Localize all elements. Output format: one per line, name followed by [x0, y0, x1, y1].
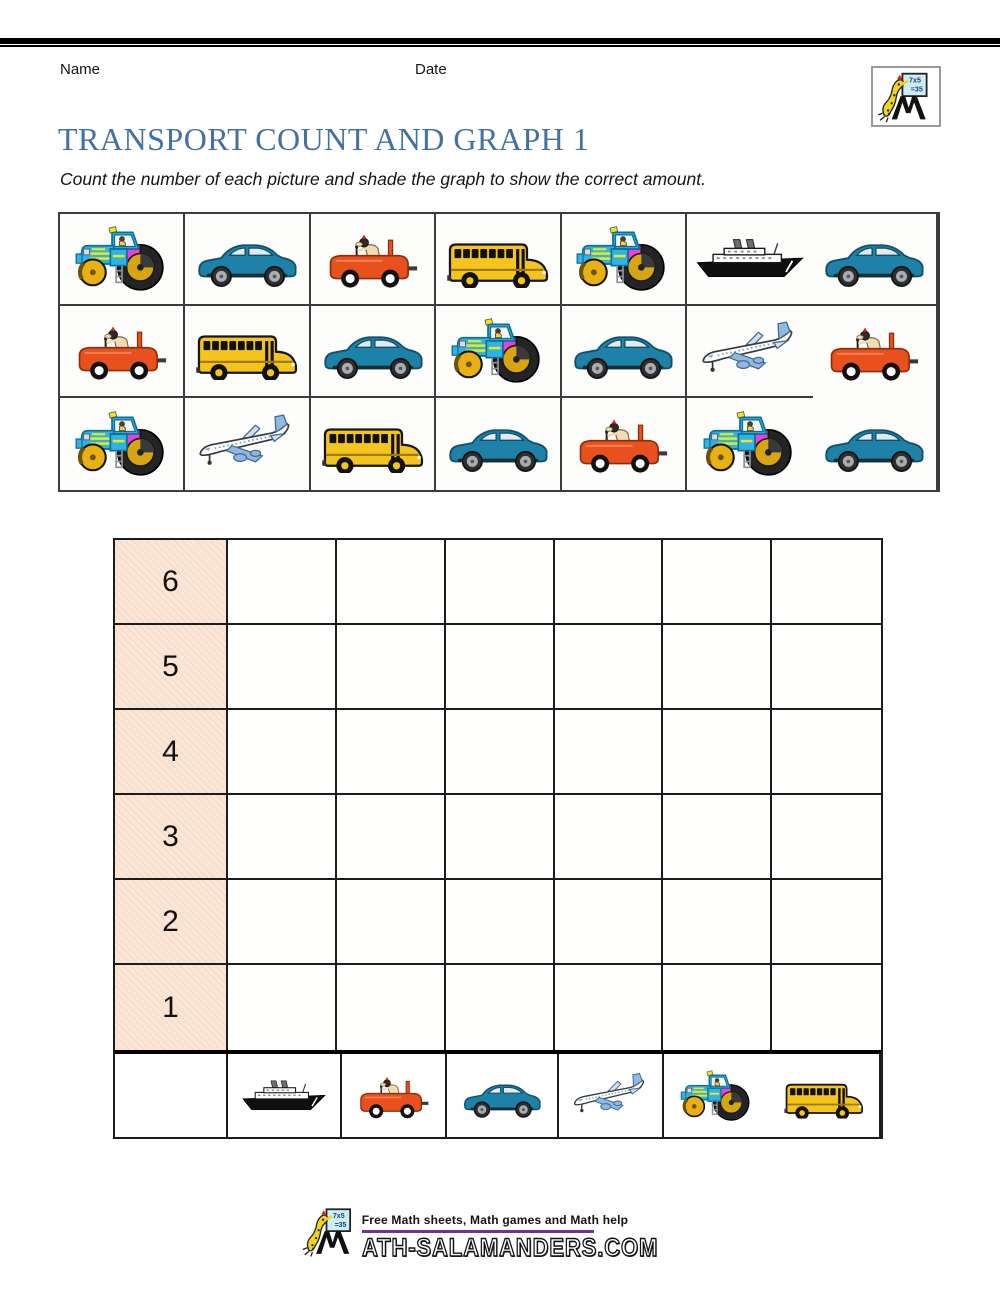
bus-icon [318, 415, 428, 473]
graph-cell[interactable] [555, 710, 664, 795]
tractor-icon [678, 1066, 756, 1125]
picture-cell [60, 214, 185, 306]
graph-row-label: 4 [115, 710, 228, 795]
picture-cell [562, 214, 687, 306]
picture-cell [436, 306, 561, 398]
picture-cell [185, 398, 310, 490]
graph-row-label: 1 [115, 965, 228, 1050]
red-car-icon [825, 322, 923, 382]
graph-column-icon-cell [342, 1054, 447, 1137]
suv-icon [318, 321, 428, 381]
red-car-icon [73, 321, 171, 381]
graph-cell[interactable] [772, 880, 881, 965]
picture-cell [562, 306, 687, 398]
graph-row-label: 5 [115, 625, 228, 710]
picture-cell [813, 214, 938, 306]
tractor-icon [700, 406, 800, 482]
picture-cell [185, 214, 310, 306]
graph-cell[interactable] [772, 795, 881, 880]
graph-body [115, 540, 881, 1050]
graph-cell[interactable] [446, 710, 555, 795]
graph-cell[interactable] [446, 540, 555, 625]
instruction-text: Count the number of each picture and shade the graph to show the correct amount. [60, 169, 706, 189]
graph-cell[interactable] [228, 880, 337, 965]
graph-cell[interactable] [228, 625, 337, 710]
suv-icon [819, 414, 929, 474]
graph-cell[interactable] [663, 625, 772, 710]
suv-icon [819, 229, 929, 289]
graph-column-icon-cell [447, 1054, 559, 1137]
graph-cell[interactable] [446, 965, 555, 1050]
footer-purple-rule [362, 1230, 594, 1233]
salamander-easel-icon [302, 1203, 358, 1261]
tractor-icon [448, 313, 548, 389]
graph-axis-row [115, 1050, 881, 1137]
graph-cell[interactable] [228, 540, 337, 625]
red-car-icon [574, 414, 672, 474]
graph-cell[interactable] [663, 795, 772, 880]
count-graph-table [113, 538, 883, 1139]
picture-cell [60, 306, 185, 398]
footer-site-text: ATH-SALAMANDERS.COM [361, 1234, 658, 1262]
salamander-easel-icon [877, 71, 935, 123]
graph-cell[interactable] [663, 710, 772, 795]
picture-cell [60, 398, 185, 490]
graph-cell[interactable] [446, 795, 555, 880]
picture-cell [311, 398, 436, 490]
graph-column-icons-row [228, 1054, 881, 1137]
graph-column-icon-cell [228, 1054, 342, 1137]
graph-cell[interactable] [337, 880, 446, 965]
picture-cell [813, 398, 938, 490]
graph-cell[interactable] [337, 540, 446, 625]
graph-column-icon-cell [664, 1054, 769, 1137]
picture-cell [311, 214, 436, 306]
footer-tagline: Free Math sheets, Math games and Math help [361, 1213, 629, 1227]
graph-column-icon-cell [769, 1054, 881, 1137]
red-car-icon [355, 1072, 431, 1119]
footer-text-block [362, 1213, 699, 1263]
graph-row-label: 6 [115, 540, 228, 625]
graph-cell[interactable] [228, 965, 337, 1050]
graph-cell[interactable] [663, 965, 772, 1050]
picture-cell [562, 398, 687, 490]
graph-cell[interactable] [228, 710, 337, 795]
picture-cell [311, 306, 436, 398]
bus-icon [443, 230, 553, 288]
graph-cell[interactable] [446, 880, 555, 965]
graph-row-label: 2 [115, 880, 228, 965]
graph-cell[interactable] [555, 795, 664, 880]
name-label: Name [60, 61, 101, 78]
picture-cell [687, 398, 812, 490]
graph-column-icon-cell [559, 1054, 664, 1137]
page-title: TRANSPORT COUNT AND GRAPH 1 [58, 121, 590, 157]
suv-icon [459, 1072, 545, 1119]
top-divider-rule [0, 38, 1000, 47]
graph-row-label: 3 [115, 795, 228, 880]
graph-cell[interactable] [772, 710, 881, 795]
math-salamanders-corner-logo [871, 66, 941, 127]
graph-cell[interactable] [446, 625, 555, 710]
ship-icon [694, 235, 806, 283]
graph-cell[interactable] [337, 795, 446, 880]
ship-icon [240, 1077, 327, 1114]
airplane-icon [699, 320, 801, 382]
graph-cell[interactable] [663, 540, 772, 625]
airplane-icon [196, 413, 298, 475]
footer [0, 1203, 1000, 1266]
picture-cell [436, 398, 561, 490]
suv-icon [443, 414, 553, 474]
graph-cell[interactable] [337, 965, 446, 1050]
picture-cell [687, 306, 812, 398]
graph-cells-grid [228, 540, 881, 1050]
tractor-icon [573, 221, 673, 297]
graph-cell[interactable] [555, 540, 664, 625]
picture-cell [813, 306, 938, 398]
graph-cell[interactable] [337, 710, 446, 795]
airplane-icon [571, 1071, 651, 1119]
footer-salamander-logo [302, 1203, 358, 1266]
graph-cell[interactable] [337, 625, 446, 710]
picture-cell [687, 214, 812, 306]
graph-cell[interactable] [772, 965, 881, 1050]
graph-corner-cell [115, 1054, 228, 1137]
suv-icon [568, 321, 678, 381]
picture-cell [185, 306, 310, 398]
tractor-icon [72, 221, 172, 297]
graph-cell[interactable] [555, 625, 664, 710]
graph-cell[interactable] [555, 965, 664, 1050]
tractor-icon [72, 406, 172, 482]
graph-cell[interactable] [772, 625, 881, 710]
picture-count-table [58, 212, 940, 492]
picture-cell [436, 214, 561, 306]
suv-icon [192, 229, 302, 289]
bus-icon [192, 322, 302, 380]
graph-cell[interactable] [663, 880, 772, 965]
graph-cell[interactable] [555, 880, 664, 965]
graph-cell[interactable] [772, 540, 881, 625]
bus-icon [781, 1073, 867, 1118]
date-label: Date [415, 61, 447, 78]
graph-row-labels-column [115, 540, 228, 1050]
red-car-icon [324, 229, 422, 289]
graph-cell[interactable] [228, 795, 337, 880]
